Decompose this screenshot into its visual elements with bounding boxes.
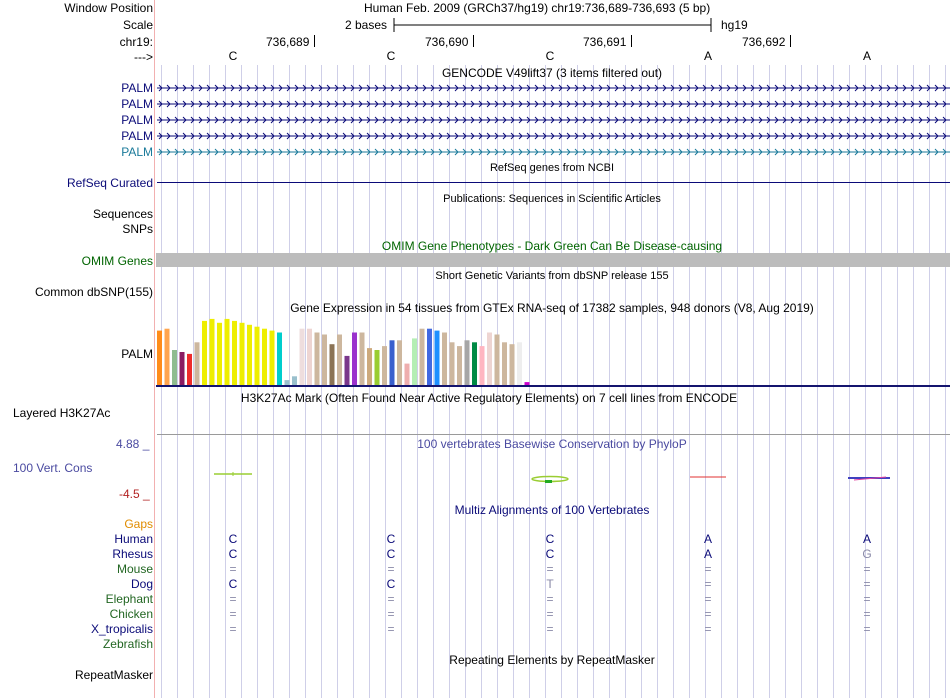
alignment-base: C — [228, 532, 238, 546]
gtex-tissue-bar[interactable] — [412, 338, 417, 385]
dbsnp-track-title: Short Genetic Variants from dbSNP release 155 — [435, 270, 669, 282]
grid-line — [817, 65, 818, 698]
window-position-value: Human Feb. 2009 (GRCh37/hg19) chr19:736,689-736,693 (5 bp) — [364, 1, 711, 15]
gtex-tissue-bar[interactable] — [210, 319, 215, 385]
alignment-base: A — [703, 547, 713, 561]
alignment-base: = — [387, 622, 395, 636]
alignment-base: = — [387, 562, 395, 576]
base-letter: C — [386, 49, 396, 63]
cons-track-title: 100 vertebrates Basewise Conservation by PhyloP — [417, 437, 687, 451]
gtex-tissue-bar[interactable] — [217, 323, 222, 385]
gtex-tissue-bar[interactable] — [517, 342, 522, 385]
sequences-track-label[interactable]: Sequences — [92, 207, 153, 221]
gencode-item-label[interactable]: PALM — [121, 81, 153, 95]
refseq-track-title: RefSeq genes from NCBI — [489, 162, 615, 174]
base-letter: C — [228, 49, 238, 63]
h3k27ac-baseline — [157, 434, 950, 435]
gtex-tissue-bar[interactable] — [457, 346, 462, 385]
gtex-tissue-bar[interactable] — [352, 333, 357, 386]
gtex-tissue-bar[interactable] — [330, 344, 335, 385]
gtex-tissue-bar[interactable] — [255, 327, 260, 385]
base-letter: C — [545, 49, 555, 63]
alignment-base: = — [704, 592, 712, 606]
gtex-tissue-bar[interactable] — [435, 331, 440, 385]
grid-line — [673, 65, 674, 698]
alignment-base: = — [863, 622, 871, 636]
cons-wiggle[interactable] — [156, 466, 950, 488]
gtex-tissue-bar[interactable] — [465, 340, 470, 385]
h3k27ac-track-title: H3K27Ac Mark (Often Found Near Active Regulatory Elements) on 7 cell lines from ENCODE — [240, 391, 738, 405]
alignment-base: = — [229, 592, 237, 606]
gtex-tissue-bar[interactable] — [510, 344, 515, 385]
h3k27ac-track-label[interactable]: Layered H3K27Ac — [13, 406, 111, 420]
species-label: Chicken — [109, 607, 153, 621]
ruler-tick — [631, 35, 632, 47]
gtex-tissue-bar[interactable] — [277, 333, 282, 386]
alignment-base: C — [228, 547, 238, 561]
refseq-track-label[interactable]: RefSeq Curated — [66, 176, 153, 190]
gtex-tissue-bar[interactable] — [367, 348, 372, 385]
gtex-tissue-bar[interactable] — [165, 329, 170, 385]
publications-track-title: Publications: Sequences in Scientific Articles — [443, 193, 661, 205]
snps-track-label[interactable]: SNPs — [122, 222, 153, 236]
repeat-track-label[interactable]: RepeatMasker — [74, 668, 153, 682]
scale-span: 2 bases — [345, 18, 388, 32]
alignment-base: = — [704, 562, 712, 576]
gtex-tissue-bar[interactable] — [480, 346, 485, 385]
window-position-label: Window Position — [64, 1, 153, 15]
alignment-base: A — [703, 532, 713, 546]
gtex-track-title: Gene Expression in 54 tissues from GTEx RNA-seq of 17382 samples, 948 donors (V8, Aug 2019) — [290, 301, 814, 315]
alignment-base: = — [387, 607, 395, 621]
species-label: Dog — [130, 577, 153, 591]
grid-line — [833, 65, 834, 698]
alignment-base: = — [704, 622, 712, 636]
alignment-base: = — [546, 592, 554, 606]
multiz-track-title: Multiz Alignments of 100 Vertebrates — [454, 503, 650, 517]
cons-track-label[interactable]: 100 Vert. Cons — [13, 461, 93, 475]
grid-line — [785, 65, 786, 698]
gtex-tissue-bar[interactable] — [292, 376, 297, 385]
gtex-tissue-bar[interactable] — [360, 333, 365, 386]
gencode-track-title: GENCODE V49lift37 (3 items filtered out) — [441, 66, 663, 80]
alignment-base: = — [863, 577, 871, 591]
grid-line — [609, 65, 610, 698]
dbsnp-track-label[interactable]: Common dbSNP(155) — [34, 285, 153, 299]
gtex-tissue-bar[interactable] — [337, 335, 342, 386]
gene-feature-arrows[interactable] — [157, 129, 950, 143]
alignment-base: C — [545, 532, 555, 546]
gtex-tissue-bar[interactable] — [405, 364, 410, 385]
gtex-tissue-bar[interactable] — [345, 356, 350, 385]
gtex-tissue-bar[interactable] — [382, 346, 387, 385]
gtex-tissue-bar[interactable] — [420, 329, 425, 385]
grid-line — [641, 65, 642, 698]
base-letter: A — [703, 49, 713, 63]
alignment-base: C — [386, 547, 396, 561]
grid-line — [897, 65, 898, 698]
alignment-base: C — [386, 577, 396, 591]
gtex-bar-chart[interactable] — [156, 317, 536, 385]
gtex-tissue-bar[interactable] — [202, 321, 207, 385]
alignment-base: = — [704, 607, 712, 621]
scale-label: Scale — [122, 18, 153, 32]
grid-line — [881, 65, 882, 698]
cons-min-value: -4.5 _ — [119, 487, 150, 501]
gene-feature-arrows[interactable] — [157, 81, 950, 95]
repeat-track-title: Repeating Elements by RepeatMasker — [449, 653, 655, 667]
grid-line — [625, 65, 626, 698]
scale-bar — [393, 17, 713, 33]
omim-track-title: OMIM Gene Phenotypes - Dark Green Can Be Disease-causing — [381, 239, 723, 253]
gtex-tissue-bar[interactable] — [390, 340, 395, 385]
gtex-baseline — [156, 385, 950, 387]
alignment-base: = — [863, 607, 871, 621]
gtex-tissue-bar[interactable] — [487, 333, 492, 386]
cons-max-value: 4.88 _ — [116, 437, 150, 451]
gtex-tissue-bar[interactable] — [232, 321, 237, 385]
alignment-base: G — [862, 547, 872, 561]
gtex-tissue-bar[interactable] — [262, 329, 267, 385]
gtex-tissue-bar[interactable] — [172, 350, 177, 385]
gencode-item-label[interactable]: PALM — [121, 113, 153, 127]
gtex-tissue-bar[interactable] — [157, 331, 162, 385]
chrom-label: chr19: — [119, 35, 153, 49]
gtex-tissue-bar[interactable] — [247, 325, 252, 385]
alignment-base: C — [386, 532, 396, 546]
gene-feature-arrows[interactable] — [157, 145, 950, 159]
gene-feature-arrows[interactable] — [157, 97, 950, 111]
alignment-base: = — [546, 562, 554, 576]
gtex-tissue-bar[interactable] — [322, 335, 327, 386]
grid-line — [929, 65, 930, 698]
gtex-tissue-bar[interactable] — [450, 342, 455, 385]
grid-line — [737, 65, 738, 698]
label-separator — [154, 0, 155, 698]
alignment-base: A — [862, 532, 872, 546]
alignment-base: = — [387, 592, 395, 606]
species-label: X_tropicalis — [90, 622, 153, 636]
alignment-base: T — [546, 577, 554, 591]
gtex-tissue-bar[interactable] — [375, 350, 380, 385]
gtex-tissue-bar[interactable] — [315, 333, 320, 386]
gtex-tissue-bar[interactable] — [195, 342, 200, 385]
alignment-base: = — [863, 562, 871, 576]
omim-track-label[interactable]: OMIM Genes — [81, 254, 153, 268]
grid-line — [593, 65, 594, 698]
direction-label: ---> — [134, 50, 153, 64]
omim-gene-bar[interactable] — [156, 253, 950, 267]
gtex-tissue-bar[interactable] — [180, 352, 185, 385]
grid-line — [849, 65, 850, 698]
gencode-item-label[interactable]: PALM — [121, 145, 153, 159]
gtex-tissue-bar[interactable] — [472, 342, 477, 385]
gencode-item-label[interactable]: PALM — [121, 97, 153, 111]
alignment-base: = — [546, 607, 554, 621]
grid-line — [913, 65, 914, 698]
gene-feature-arrows[interactable] — [157, 113, 950, 127]
base-letter: A — [862, 49, 872, 63]
gtex-tissue-bar[interactable] — [270, 331, 275, 385]
alignment-base: C — [545, 547, 555, 561]
grid-line — [721, 65, 722, 698]
species-label: Elephant — [105, 592, 153, 606]
alignment-base: = — [863, 592, 871, 606]
gtex-tissue-bar[interactable] — [397, 340, 402, 385]
grid-line — [657, 65, 658, 698]
position-tick-label: 736,691 — [583, 35, 627, 49]
gtex-tissue-bar[interactable] — [502, 342, 507, 385]
gtex-tissue-bar[interactable] — [307, 329, 312, 385]
ruler-tick — [473, 35, 474, 47]
alignment-base: = — [704, 577, 712, 591]
grid-line — [801, 65, 802, 698]
grid-line — [753, 65, 754, 698]
species-label: Mouse — [116, 562, 153, 576]
species-label: Human — [114, 532, 153, 546]
gencode-item-label[interactable]: PALM — [121, 129, 153, 143]
grid-line — [945, 65, 946, 698]
alignment-base: = — [546, 622, 554, 636]
gtex-tissue-bar[interactable] — [240, 323, 245, 385]
alignment-base: = — [229, 622, 237, 636]
alignment-base: = — [229, 607, 237, 621]
gtex-track-label[interactable]: PALM — [121, 347, 153, 361]
position-tick-label: 736,690 — [425, 35, 469, 49]
grid-line — [689, 65, 690, 698]
position-tick-label: 736,692 — [742, 35, 786, 49]
ruler-tick — [790, 35, 791, 47]
refseq-gene-line[interactable] — [157, 182, 950, 183]
ruler-tick — [314, 35, 315, 47]
species-label: Rhesus — [112, 547, 153, 561]
gtex-tissue-bar[interactable] — [300, 329, 305, 385]
alignment-base: C — [228, 577, 238, 591]
alignment-base: = — [229, 562, 237, 576]
gtex-tissue-bar[interactable] — [187, 354, 192, 385]
gtex-tissue-bar[interactable] — [225, 319, 230, 385]
grid-line — [577, 65, 578, 698]
species-label: Zebrafish — [102, 637, 153, 651]
scale-db: hg19 — [721, 18, 748, 32]
gtex-tissue-bar[interactable] — [427, 329, 432, 385]
grid-line — [561, 65, 562, 698]
gtex-tissue-bar[interactable] — [442, 333, 447, 386]
grid-line — [769, 65, 770, 698]
gtex-tissue-bar[interactable] — [495, 335, 500, 386]
gaps-label: Gaps — [124, 517, 153, 531]
position-tick-label: 736,689 — [266, 35, 310, 49]
